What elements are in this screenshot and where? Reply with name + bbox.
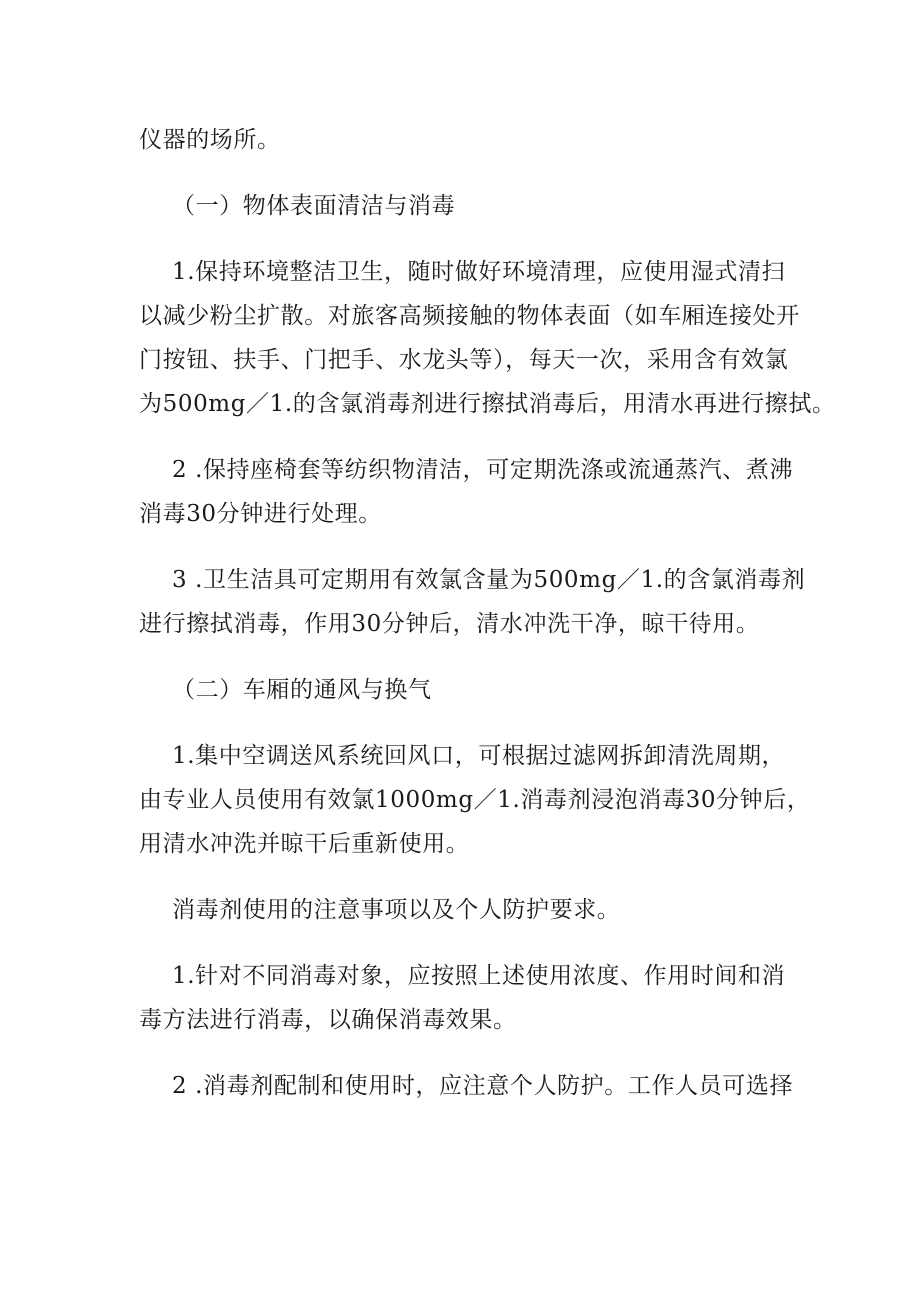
paragraph-line: 2 .消毒剂配制和使用时，应注意个人防护。工作人员可选择 [172, 1073, 794, 1099]
section-heading: （二）车厢的通风与换气 [172, 677, 432, 703]
paragraph-line: 消毒30分钟进行处理。 [139, 501, 382, 527]
paragraph-line: 3 .卫生洁具可定期用有效氯含量为500mg／1.的含氯消毒剂 [172, 567, 806, 593]
paragraph-line: 门按钮、扶手、门把手、水龙头等），每天一次，采用含有效氯 [139, 347, 789, 373]
paragraph-line: 进行擦拭消毒，作用30分钟后，清水冲洗干净，晾干待用。 [139, 611, 760, 637]
paragraph-line: 毒方法进行消毒，以确保消毒效果。 [139, 1007, 517, 1033]
text-line: 仪器的场所。 [139, 127, 281, 153]
document-body [139, 118, 836, 1108]
paragraph-line: 为500mg／1.的含氯消毒剂进行擦拭消毒后，用清水再进行擦拭。 [139, 391, 836, 417]
paragraph-line: 消毒剂使用的注意事项以及个人防护要求。 [172, 897, 621, 923]
paragraph-line: 1.针对不同消毒对象，应按照上述使用浓度、作用时间和消 [172, 963, 786, 989]
paragraph-line: 以减少粉尘扩散。对旅客高频接触的物体表面（如车厢连接处开 [139, 303, 800, 329]
paragraph-line: 1.集中空调送风系统回风口，可根据过滤网拆卸清洗周期， [172, 743, 786, 769]
paragraph-line: 2 .保持座椅套等纺织物清洁，可定期洗涤或流通蒸汽、煮沸 [172, 457, 794, 483]
section-heading: （一）物体表面清洁与消毒 [172, 193, 456, 219]
paragraph-line: 用清水冲洗并晾干后重新使用。 [139, 831, 470, 857]
paragraph-line: 由专业人员使用有效氯1000mg／1.消毒剂浸泡消毒30分钟后， [139, 787, 811, 813]
paragraph-line: 1.保持环境整洁卫生，随时做好环境清理，应使用湿式清扫 [172, 259, 786, 285]
